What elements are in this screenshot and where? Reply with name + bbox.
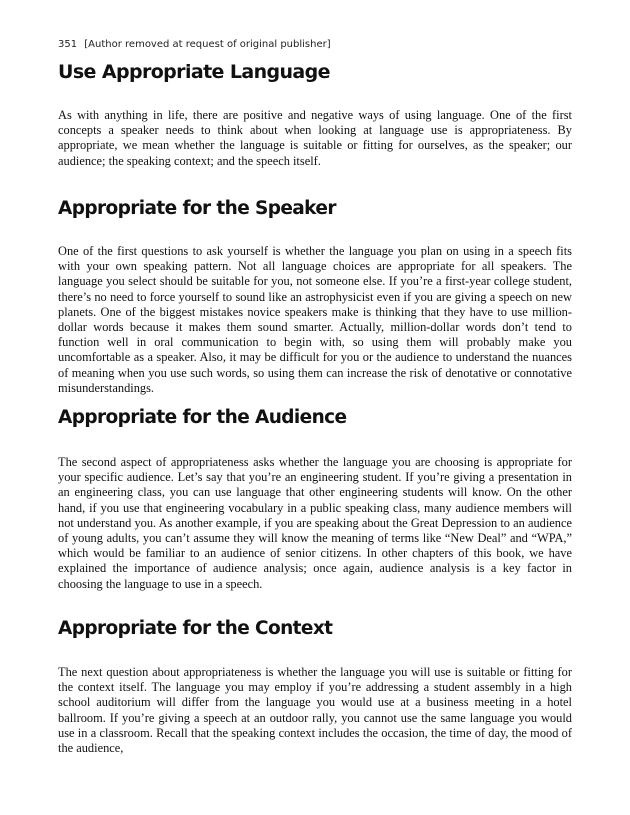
section-body-appropriate-for-speaker: One of the first questions to ask yourself is whether the language you plan on using in a speech fits with your own speaking pattern. Not all language choices are appropriate for all speakers. The language you select should be suitable for you, not someone else. If you’re a first-year college student, there’s no need to force yourself to sound like an astrophysicist even if you are giving a speech on new planets. One of the biggest mistakes novice speakers make is thinking that they have to use million-dollar words because it makes them sound smarter. Actually, million-dollar words don’t tend to function well in oral communication to begin with, so using them will probably make you uncomfortable as a speaker. Also, it may be difficult for you or the audience to understand the nuances of meaning when you use such words, so using them can increase the risk of denotative or connotative misunderstandings.	[58, 244, 572, 395]
section-heading-use-appropriate-language: Use Appropriate Language	[58, 61, 330, 83]
section-heading-appropriate-for-speaker: Appropriate for the Speaker	[58, 198, 336, 219]
section-heading-appropriate-for-audience: Appropriate for the Audience	[58, 407, 347, 428]
author-note: [Author removed at request of original publisher]	[84, 39, 331, 50]
section-body-appropriate-for-context: The next question about appropriateness is whether the language you will use is suitable or fitting for the context itself. The language you may employ if you’re addressing a student assembly in a high school auditorium will differ from the language you would use at a business meeting in a hotel ballroom. If you’re giving a speech at an outdoor rally, you cannot use the same language you would use in a classroom. Recall that the speaking context includes the occasion, the time of day, the mood of the audience,	[58, 665, 572, 756]
section-body-appropriate-for-audience: The second aspect of appropriateness asks whether the language you are choosing is appropriate for your specific audience. Let’s say that you’re an engineering student. If you’re giving a presentation in an engineering class, you can use language that other engineering students will know. On the other hand, if you use that engineering vocabulary in a public speaking class, many audience members will not understand you. As another example, if you are speaking about the Great Depression to an audience of young adults, you can’t assume they will know the meaning of terms like “New Deal” and “WPA,” which would be familiar to an audience of senior citizens. In other chapters of this book, we have explained the importance of audience analysis; once again, audience analysis is a key factor in choosing the language to use in a speech.	[58, 455, 572, 591]
running-header	[58, 39, 331, 50]
section-body-use-appropriate-language: As with anything in life, there are positive and negative ways of using language. One of the first concepts a speaker needs to think about when looking at language use is appropriateness. By appropriate, we mean whether the language is suitable or fitting for ourselves, as the speaker; our audience; the speaking context; and the speech itself.	[58, 108, 572, 168]
page-number: 351	[58, 39, 78, 50]
section-heading-appropriate-for-context: Appropriate for the Context	[58, 618, 333, 639]
